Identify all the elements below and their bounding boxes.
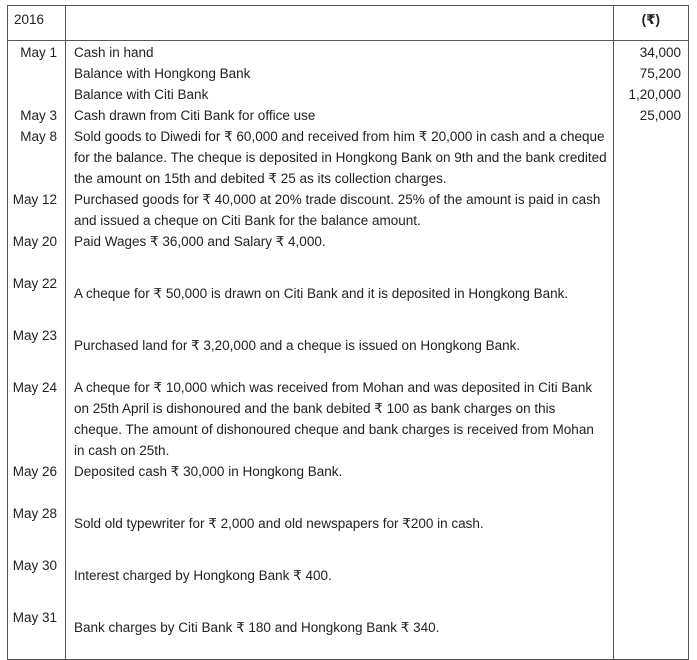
amount-cell [614, 325, 689, 377]
date-cell: May 8 [8, 126, 66, 189]
amount-cell [614, 231, 689, 273]
amount-cell [614, 607, 689, 660]
date-cell: May 28 [8, 503, 66, 555]
description-cell: Sold old typewriter for ₹ 2,000 and old newspapers for ₹200 in cash. [66, 503, 614, 555]
amount-value: 75,200 [639, 66, 681, 81]
description-cell: Bank charges by Citi Bank ₹ 180 and Hongkong Bank ₹ 340. [66, 607, 614, 660]
table-row [8, 555, 689, 607]
date-cell: May 12 [8, 189, 66, 231]
description-header [66, 6, 614, 41]
description-cell: A cheque for ₹ 10,000 which was received from Mohan and was deposited in Citi Bank on 25th April is dishonoured and the bank debited ₹ 100 as bank charges on this cheque. The amount of dishonoured cheque and bank charges is received from Mohan in cash on 25th. [66, 377, 614, 461]
year-header: 2016 [8, 6, 66, 41]
description-cell [66, 41, 614, 106]
table-row [8, 189, 689, 231]
amount-cell [614, 273, 689, 325]
table-row [8, 461, 689, 503]
table-row [8, 231, 689, 273]
description-cell: A cheque for ₹ 50,000 is drawn on Citi Bank and it is deposited in Hongkong Bank. [66, 273, 614, 325]
amount-cell [614, 126, 689, 189]
amount-cell [614, 503, 689, 555]
table-row [8, 325, 689, 377]
amount-value: 34,000 [639, 45, 681, 60]
description-line: Cash in hand [74, 45, 154, 60]
description-cell: Deposited cash ₹ 30,000 in Hongkong Bank. [66, 461, 614, 503]
amount-cell [614, 377, 689, 461]
date-cell: May 26 [8, 461, 66, 503]
description-cell: Paid Wages ₹ 36,000 and Salary ₹ 4,000. [66, 231, 614, 273]
date-cell: May 30 [8, 555, 66, 607]
description-line: Balance with Hongkong Bank [74, 66, 251, 81]
description-cell: Purchased land for ₹ 3,20,000 and a cheque is issued on Hongkong Bank. [66, 325, 614, 377]
description-cell: Interest charged by Hongkong Bank ₹ 400. [66, 555, 614, 607]
transactions-document [7, 5, 688, 660]
date-cell: May 23 [8, 325, 66, 377]
description-cell: Purchased goods for ₹ 40,000 at 20% trade discount. 25% of the amount is paid in cash and issued a cheque on Citi Bank for the balance amount. [66, 189, 614, 231]
table-row [8, 503, 689, 555]
currency-header: (₹) [614, 6, 689, 41]
table-row [8, 377, 689, 461]
amount-cell [614, 555, 689, 607]
date-cell: May 3 [8, 105, 66, 126]
amount-value: 1,20,000 [628, 87, 681, 102]
table-row [8, 607, 689, 660]
amount-cell: 25,000 [614, 105, 689, 126]
date-cell: May 22 [8, 273, 66, 325]
description-cell: Cash drawn from Citi Bank for office use [66, 105, 614, 126]
table-row [8, 273, 689, 325]
table-row [8, 105, 689, 126]
description-line: Balance with Citi Bank [74, 87, 209, 102]
table-row [8, 41, 689, 106]
description-cell: Sold goods to Diwedi for ₹ 60,000 and received from him ₹ 20,000 in cash and a cheque for the balance. The cheque is deposited in Hongkong Bank on 9th and the bank credited the amount on 15th and debited ₹ 25 as its collection charges. [66, 126, 614, 189]
transactions-table [7, 5, 689, 660]
date-cell: May 24 [8, 377, 66, 461]
amount-cell [614, 41, 689, 106]
amount-cell [614, 189, 689, 231]
amount-cell [614, 461, 689, 503]
date-cell: May 1 [8, 41, 66, 106]
date-cell: May 31 [8, 607, 66, 660]
table-row [8, 126, 689, 189]
header-row [8, 6, 689, 41]
date-cell: May 20 [8, 231, 66, 273]
